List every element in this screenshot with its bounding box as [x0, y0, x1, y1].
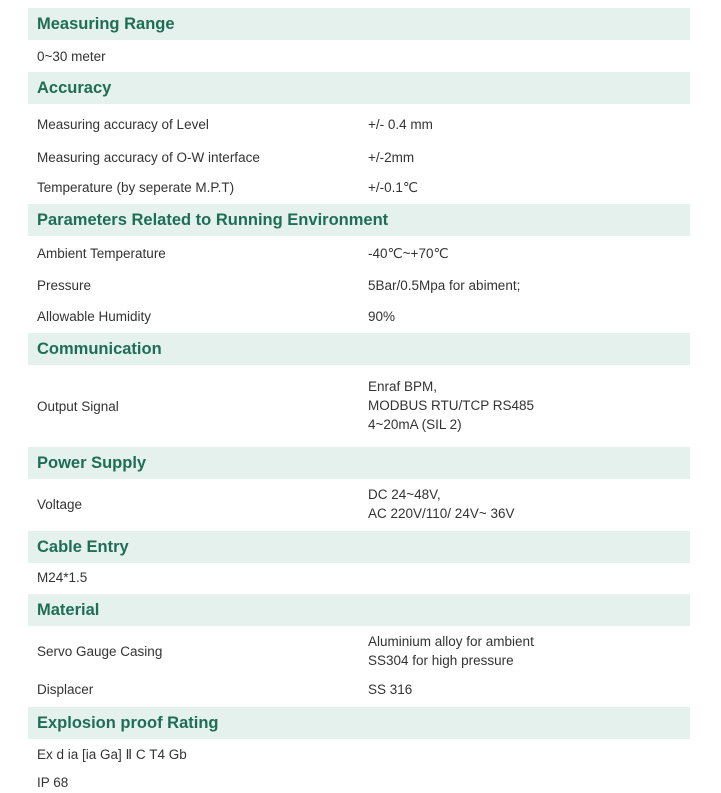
- spec-label: Output Signal: [37, 399, 119, 414]
- spec-label: Servo Gauge Casing: [37, 644, 163, 659]
- spec-label: Displacer: [37, 682, 94, 697]
- spec-value: +/- 0.4 mm: [368, 117, 433, 132]
- spec-value-line: 4~20mA (SIL 2): [368, 417, 462, 432]
- explosion-proof-rating: Ex d ia [ia Ga] Ⅱ C T4 Gb: [37, 747, 187, 762]
- measuring-range-value: 0~30 meter: [37, 49, 106, 64]
- section-header-accuracy: Accuracy: [28, 72, 690, 104]
- spec-label: Measuring accuracy of Level: [37, 117, 209, 132]
- section-header-communication: Communication: [28, 333, 690, 365]
- spec-label: Voltage: [37, 497, 83, 512]
- spec-value-line: DC 24~48V,: [368, 487, 441, 502]
- spec-value-multiline: [368, 377, 534, 434]
- section-header-explosion-proof: Explosion proof Rating: [28, 707, 690, 739]
- spec-value: +/-0.1℃: [368, 180, 419, 195]
- spec-label: Ambient Temperature: [37, 246, 166, 261]
- spec-row-output-signal: [28, 377, 690, 437]
- spec-row-voltage: [28, 485, 690, 525]
- spec-value-line: AC 220V/110/ 24V~ 36V: [368, 506, 515, 521]
- spec-label: Temperature (by seperate M.P.T): [37, 180, 235, 195]
- spec-value-multiline: [368, 485, 514, 523]
- cable-entry-value: M24*1.5: [37, 570, 88, 585]
- spec-value: -40℃~+70℃: [368, 246, 449, 261]
- section-header-cable-entry: Cable Entry: [28, 531, 690, 563]
- spec-value-line: Aluminium alloy for ambient: [368, 634, 534, 649]
- spec-value-line: SS304 for high pressure: [368, 653, 514, 668]
- spec-label: Measuring accuracy of O-W interface: [37, 150, 260, 165]
- spec-value: 5Bar/0.5Mpa for abiment;: [368, 278, 521, 293]
- spec-value-line: Enraf BPM,: [368, 379, 438, 394]
- spec-value: SS 316: [368, 682, 413, 697]
- spec-row-servo-gauge-casing: [28, 632, 690, 672]
- spec-value-line: MODBUS RTU/TCP RS485: [368, 398, 535, 413]
- spec-label: Pressure: [37, 278, 92, 293]
- ingress-protection-rating: IP 68: [37, 775, 69, 790]
- spec-value-multiline: [368, 632, 534, 670]
- section-header-power-supply: Power Supply: [28, 447, 690, 479]
- section-header-environment: Parameters Related to Running Environment: [28, 204, 690, 236]
- spec-value: +/-2mm: [368, 150, 415, 165]
- spec-label: Allowable Humidity: [37, 309, 152, 324]
- section-header-measuring-range: Measuring Range: [28, 8, 690, 40]
- spec-value: 90%: [368, 309, 396, 324]
- section-header-material: Material: [28, 594, 690, 626]
